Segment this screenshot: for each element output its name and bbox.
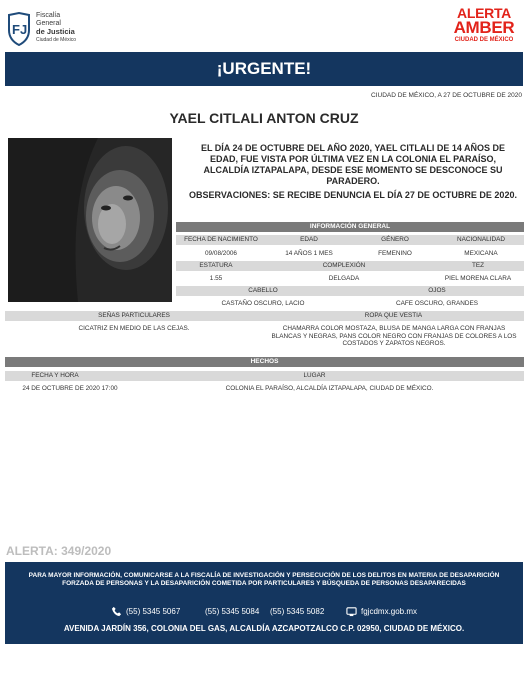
header-build: COMPLEXIÓN: [322, 262, 366, 269]
build-value: DELGADA: [328, 275, 360, 282]
phone-2[interactable]: (55) 5345 5084: [205, 607, 260, 616]
header-height: ESTATURA: [199, 262, 233, 269]
header-marks: SEÑAS PARTICULARES: [98, 312, 170, 319]
height-value: 1.55: [209, 275, 223, 282]
header-hair: CABELLO: [248, 287, 278, 294]
footer: [5, 562, 523, 644]
header-eyes: OJOS: [428, 287, 446, 294]
org-line-1: Fiscalía: [36, 12, 61, 19]
footer-contact-text: PARA MAYOR INFORMACIÓN, COMUNICARSE A LA FISCALÍA DE INVESTIGACIÓN Y PERSECUCIÓN DE LOS DELITOS EN MATERIA DE DESAPARICIÓN FORZADA DE PERSONAS Y LA DESAPARICIÓN COMETIDA POR PARTICULARES Y BÚSQUEDA DE PERSONAS DESAPARECIDAS: [28, 572, 500, 587]
info-general-header: INFORMACIÓN GENERAL: [176, 222, 524, 232]
birth-value: 09/08/2006: [205, 250, 237, 257]
facts-header: HECHOS: [5, 357, 524, 367]
website-link[interactable]: fgjcdmx.gob.mx: [361, 607, 418, 616]
header-age: EDAD: [300, 236, 318, 243]
skin-value: PIEL MORENA CLARA: [444, 275, 512, 282]
alert-number: ALERTA: 349/2020: [6, 544, 112, 558]
header-nationality: NACIONALIDAD: [457, 236, 505, 243]
eyes-value: CAFE OSCURO, GRANDES: [395, 300, 479, 307]
org-line-4: Ciudad de México: [36, 37, 77, 43]
amber-alert-logo: [444, 6, 524, 52]
person-name: YAEL CITLALI ANTON CRUZ: [169, 110, 359, 126]
header-gender: GÉNERO: [381, 236, 409, 243]
header-clothes: ROPA QUE VESTIA: [364, 312, 423, 319]
case-description: EL DÍA 24 DE OCTUBRE DEL AÑO 2020, YAEL CITLALI DE 14 AÑOS DE EDAD, FUE VISTA POR ÚLTIMA VEZ EN LA COLONIA EL PARAÍSO, ALCALDÍA IZTAPALAPA, DESDE ESE MOMENTO SE DESCONOCE SU PARADERO.: [200, 143, 506, 186]
nationality-value: MEXICANA: [464, 250, 498, 257]
observations: OBSERVACIONES: SE RECIBE DENUNCIA EL DÍA 27 DE OCTUBRE DE 2020.: [189, 190, 517, 200]
datetime-value: 24 DE OCTUBRE DE 2020 17:00: [22, 385, 118, 392]
header-place: LUGAR: [303, 372, 326, 379]
header-skin: TEZ: [471, 262, 485, 269]
person-photo: [8, 138, 172, 302]
org-line-2: General: [36, 20, 61, 27]
header-birth: FECHA DE NACIMIENTO: [184, 236, 258, 243]
issue-date: CIUDAD DE MÉXICO, A 27 DE OCTUBRE DE 2020: [371, 92, 522, 99]
amber-line-1: ALERTA: [457, 5, 511, 21]
footer-address: AVENIDA JARDÍN 356, COLONIA DEL GAS, ALCALDÍA AZCAPOTZALCO C.P. 02950, CIUDAD DE MÉXICO.: [63, 624, 465, 633]
amber-line-3: CIUDAD DE MÉXICO: [454, 37, 514, 43]
place-value: COLONIA EL PARAÍSO, ALCALDÍA IZTAPALAPA, CIUDAD DE MÉXICO.: [225, 385, 434, 392]
fgj-logo-icon: [6, 12, 32, 46]
amber-line-2: AMBER: [453, 18, 515, 37]
gender-value: FEMENINO: [378, 250, 412, 257]
footer-contact-row: [5, 606, 523, 620]
header-datetime: FECHA Y HORA: [31, 372, 79, 379]
phone-icon: [111, 606, 122, 619]
org-line-3: de Justicia: [36, 27, 75, 36]
svg-text:FJ: FJ: [12, 22, 28, 37]
urgent-banner: ¡URGENTE!: [5, 52, 523, 86]
phone-1[interactable]: (55) 5345 5067: [126, 607, 181, 616]
age-value: 14 AÑOS 1 MES: [285, 250, 333, 257]
marks-value: CICATRIZ EN MEDIO DE LAS CEJAS.: [78, 325, 190, 332]
clothes-value: CHAMARRA COLOR MOSTAZA, BLUSA DE MANGA LARGA CON FRANJAS BLANCAS Y NEGRAS, PANS COLOR NEGRO CON FRANJAS DE COLORES A LOS COSTADOS Y ZAPATOS NEGROS.: [271, 325, 517, 347]
hair-value: CASTAÑO OSCURO, LACIO: [221, 300, 305, 307]
phone-3[interactable]: (55) 5345 5082: [270, 607, 325, 616]
org-name: [36, 12, 76, 44]
web-icon: [346, 606, 357, 619]
